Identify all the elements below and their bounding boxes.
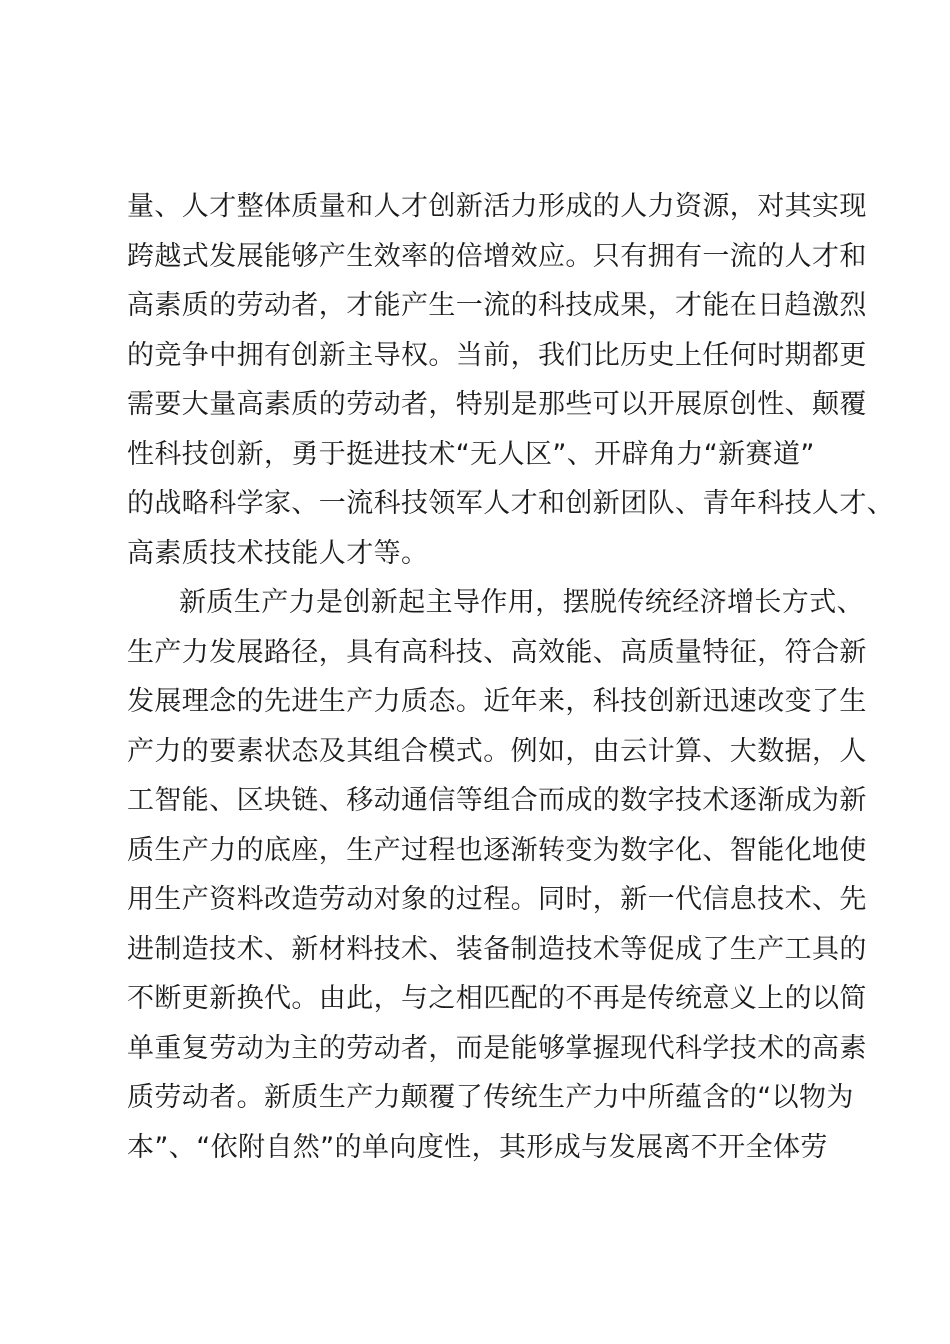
text-line: 的战略科学家、一流科技领军人才和创新团队、青年科技人才、 [127, 488, 895, 519]
text-line: 高素质技术技能人才等。 [127, 537, 429, 569]
text-line: 新质生产力是创新起主导作用，摆脱传统经济增长方式、 [179, 587, 864, 618]
text-line: 本”、“依附自然”的单向度性，其形成与发展离不开全体劳 [127, 1131, 828, 1163]
text-line: 质生产力的底座，生产过程也逐渐转变为数字化、智能化地使 [127, 834, 867, 866]
text-line: 生产力发展路径，具有高科技、高效能、高质量特征，符合新 [127, 636, 867, 668]
text-line: 用生产资料改造劳动对象的过程。同时，新一代信息技术、先 [127, 884, 867, 915]
text-line: 量、人才整体质量和人才创新活力形成的人力资源，对其实现 [127, 191, 867, 222]
text-line: 产力的要素状态及其组合模式。例如，由云计算、大数据，人 [127, 735, 867, 767]
text-line: 的竞争中拥有创新主导权。当前，我们比历史上任何时期都更 [127, 339, 867, 371]
text-line: 高素质的劳动者，才能产生一流的科技成果，才能在日趋激烈 [127, 290, 867, 321]
text-line: 不断更新换代。由此，与之相匹配的不再是传统意义上的以简 [127, 983, 867, 1014]
paragraph-1 [127, 182, 895, 578]
text-line: 质劳动者。新质生产力颠覆了传统生产力中所蕴含的“以物为 [127, 1082, 854, 1113]
text-line: 跨越式发展能够产生效率的倍增效应。只有拥有一流的人才和 [127, 240, 867, 272]
text-line: 性科技创新，勇于挺进技术“无人区”、开辟角力“新赛道” [127, 438, 815, 470]
text-line: 发展理念的先进生产力质态。近年来，科技创新迅速改变了生 [127, 686, 867, 717]
text-line: 进制造技术、新材料技术、装备制造技术等促成了生产工具的 [127, 933, 867, 965]
text-line: 单重复劳动为主的劳动者，而是能够掌握现代科学技术的高素 [127, 1032, 867, 1064]
body-text [127, 182, 895, 1172]
text-line: 工智能、区块链、移动通信等组合而成的数字技术逐渐成为新 [127, 785, 867, 816]
paragraph-2 [127, 578, 867, 1172]
text-line: 需要大量高素质的劳动者，特别是那些可以开展原创性、颠覆 [127, 389, 867, 420]
